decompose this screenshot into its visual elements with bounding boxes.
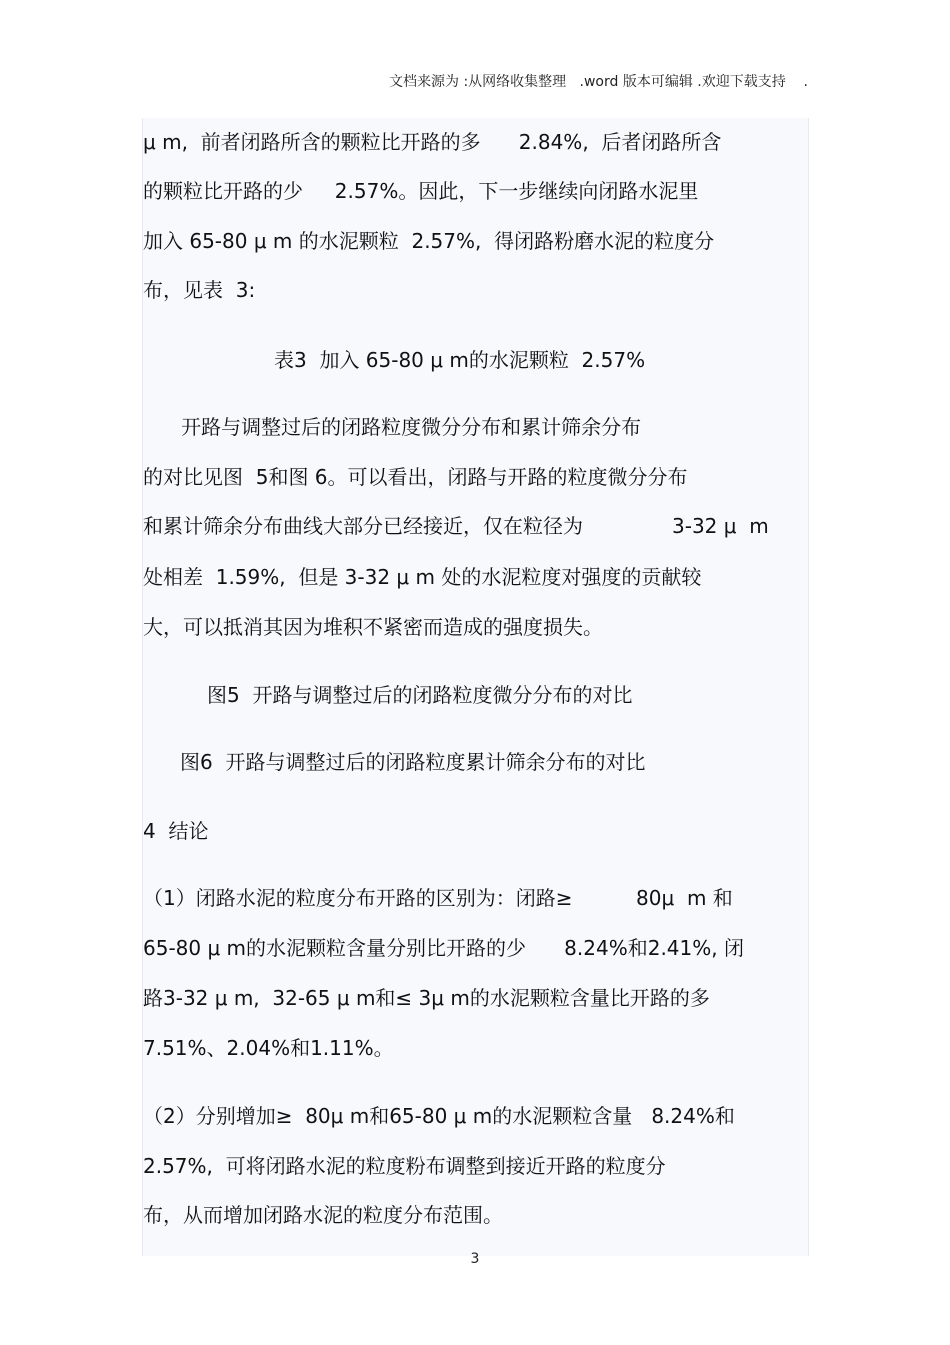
paragraph-line: （2）分别增加≥ 80μ m和65-80 μ m的水泥颗粒含量 8.24%和 — [143, 1104, 735, 1128]
document-source-note: 文档来源为 :从网络收集整理 .word 版本可编辑 .欢迎下载支持 . — [389, 74, 808, 90]
paragraph-line: 和累计筛余分布曲线大部分已经接近，仅在粒径为 3-32 μ m — [143, 514, 769, 538]
figure-caption: 图5 开路与调整过后的闭路粒度微分分布的对比 — [207, 683, 633, 707]
paragraph-line: 65-80 μ m的水泥颗粒含量分别比开路的少 8.24%和2.41%, 闭 — [143, 936, 744, 960]
table-caption: 表3 加入 65-80 μ m的水泥颗粒 2.57% — [274, 348, 646, 372]
paragraph-line: 的颗粒比开路的少 2.57%。因此，下一步继续向闭路水泥里 — [143, 179, 699, 203]
paragraph-line: 处相差 1.59%, 但是 3-32 μ m 处的水泥粒度对强度的贡献较 — [143, 565, 702, 589]
paragraph-line: （1）闭路水泥的粒度分布开路的区别为：闭路≥ 80μ m 和 — [143, 886, 733, 910]
paragraph-line: 布，从而增加闭路水泥的粒度分布范围。 — [143, 1203, 503, 1227]
paragraph-line: 的对比见图 5和图 6。可以看出，闭路与开路的粒度微分分布 — [143, 465, 688, 489]
paragraph-line: 开路与调整过后的闭路粒度微分分布和累计筛余分布 — [143, 415, 642, 439]
paragraph-line: 布，见表 3: — [143, 278, 256, 302]
figure-caption: 图6 开路与调整过后的闭路粒度累计筛余分布的对比 — [180, 750, 646, 774]
paragraph-line: μ m, 前者闭路所含的颗粒比开路的多 2.84%, 后者闭路所含 — [143, 130, 722, 154]
paragraph-line: 路3-32 μ m, 32-65 μ m和≤ 3μ m的水泥颗粒含量比开路的多 — [143, 986, 710, 1010]
paragraph-line: 加入 65-80 μ m 的水泥颗粒 2.57%, 得闭路粉磨水泥的粒度分 — [143, 229, 715, 253]
paragraph-line: 7.51%、2.04%和1.11%。 — [143, 1036, 394, 1060]
paragraph-line: 大，可以抵消其因为堆积不紧密而造成的强度损失。 — [143, 615, 603, 639]
paragraph-line: 2.57%, 可将闭路水泥的粒度粉布调整到接近开路的粒度分 — [143, 1154, 666, 1178]
page-number: 3 — [470, 1251, 480, 1267]
section-heading: 4 结论 — [143, 819, 209, 843]
